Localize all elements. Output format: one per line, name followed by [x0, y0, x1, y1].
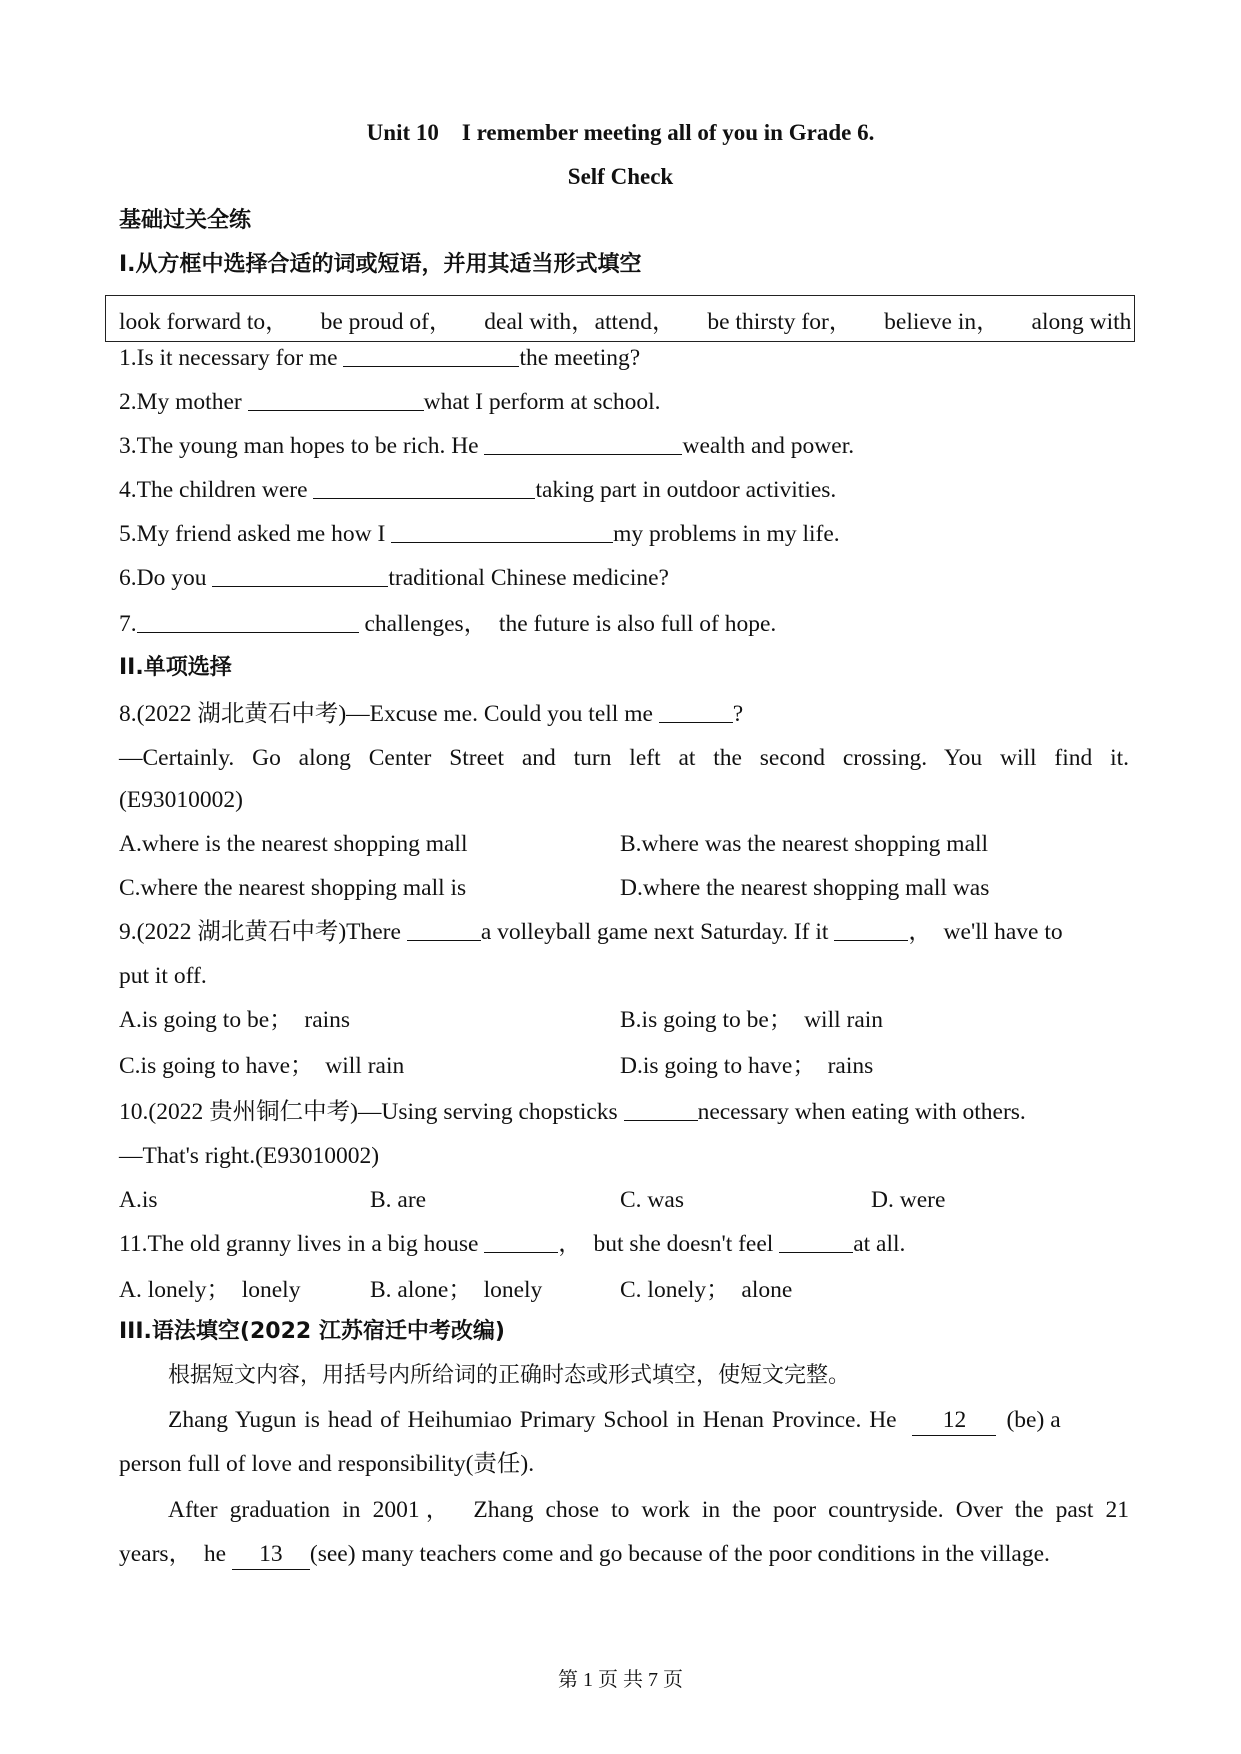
section1-heading: I.从方框中选择合适的词或短语，并用其适当形式填空: [119, 252, 642, 277]
q10-option-c[interactable]: C. was: [620, 1187, 684, 1213]
section3-heading: III.语法填空(2022 江苏宿迁中考改编): [119, 1319, 505, 1344]
answer-blank[interactable]: [212, 564, 388, 587]
q8-option-d[interactable]: D.where the nearest shopping mall was: [620, 875, 990, 901]
section2-heading: II.单项选择: [119, 655, 232, 680]
question-1: 1.Is it necessary for me the meeting?: [119, 345, 641, 371]
passage-p1-line1: Zhang Yugun is head of Heihumiao Primary School in Henan Province. He 12 (be) a: [168, 1405, 1129, 1436]
answer-blank[interactable]: [391, 520, 613, 543]
answer-blank[interactable]: [659, 700, 733, 723]
answer-blank[interactable]: [484, 1230, 558, 1253]
question-9-cont: put it off.: [119, 963, 207, 989]
passage-p1-line2: person full of love and responsibility(责任).: [119, 1451, 535, 1477]
q9-option-b[interactable]: B.is going to be； will rain: [620, 1007, 884, 1033]
answer-blank[interactable]: [407, 918, 481, 941]
passage-p2-line1: After graduation in 2001， Zhang chose to work in the poor countryside. Over the past 21: [168, 1497, 1129, 1523]
question-8: 8.(2022 湖北黄石中考)—Excuse me. Could you tell me ?: [119, 701, 744, 727]
question-9: 9.(2022 湖北黄石中考)There a volleyball game next Saturday. If it ， we'll have to: [119, 919, 1063, 945]
answer-blank[interactable]: [248, 388, 424, 411]
question-2: 2.My mother what I perform at school.: [119, 389, 661, 415]
q8-option-c[interactable]: C.where the nearest shopping mall is: [119, 875, 467, 901]
q8-option-b[interactable]: B.where was the nearest shopping mall: [620, 831, 989, 857]
word-option: be thirsty for，: [707, 309, 853, 335]
q11-option-b[interactable]: B. alone； lonely: [370, 1277, 543, 1303]
q9-option-c[interactable]: C.is going to have； will rain: [119, 1053, 405, 1079]
question-10-reply: —That's right.(E93010002): [119, 1143, 380, 1169]
word-option: along with: [1031, 309, 1132, 335]
question-4: 4.The children were taking part in outdoor activities.: [119, 477, 837, 503]
answer-blank[interactable]: [137, 610, 359, 633]
question-7: 7. challenges， the future is also full of hope.: [119, 611, 777, 637]
q11-option-a[interactable]: A. lonely； lonely: [119, 1277, 301, 1303]
answer-blank[interactable]: [484, 432, 682, 455]
q10-option-d[interactable]: D. were: [871, 1187, 946, 1213]
answer-blank[interactable]: [624, 1098, 698, 1121]
question-5: 5.My friend asked me how I my problems in my life.: [119, 521, 840, 547]
page-footer: 第 1 页 共 7 页: [558, 1669, 683, 1691]
answer-blank-13[interactable]: 13: [232, 1539, 310, 1570]
word-list: [119, 302, 1157, 336]
question-3: 3.The young man hopes to be rich. He wealth and power.: [119, 433, 855, 459]
answer-blank[interactable]: [313, 476, 535, 499]
word-option: deal with，attend，: [484, 309, 676, 335]
question-10: 10.(2022 贵州铜仁中考)—Using serving chopsticks necessary when eating with others.: [119, 1099, 1026, 1125]
passage-p2-line2: years， he 13 (see) many teachers come and go because of the poor conditions in the village.: [119, 1539, 1129, 1570]
q10-option-a[interactable]: A.is: [119, 1187, 158, 1213]
word-option: believe in，: [884, 309, 1000, 335]
question-8-code: (E93010002): [119, 787, 244, 813]
answer-blank[interactable]: [779, 1230, 853, 1253]
q9-option-a[interactable]: A.is going to be； rains: [119, 1007, 351, 1033]
word-option: be proud of，: [320, 309, 453, 335]
q8-option-a[interactable]: A.where is the nearest shopping mall: [119, 831, 468, 857]
question-11: 11.The old granny lives in a big house ， but she doesn't feel at all.: [119, 1231, 906, 1257]
answer-blank[interactable]: [343, 344, 519, 367]
q10-option-b[interactable]: B. are: [370, 1187, 427, 1213]
section3-instruction: 根据短文内容，用括号内所给词的正确时态或形式填空，使短文完整。: [168, 1363, 851, 1388]
answer-blank[interactable]: [834, 918, 908, 941]
word-option: look forward to，: [119, 309, 289, 335]
section-main-heading: 基础过关全练: [119, 208, 252, 233]
page-subtitle: Self Check: [567, 164, 674, 189]
q11-option-c[interactable]: C. lonely； alone: [620, 1277, 793, 1303]
page-title: Unit 10 I remember meeting all of you in Grade 6.: [366, 120, 875, 145]
question-6: 6.Do you traditional Chinese medicine?: [119, 565, 669, 591]
answer-blank-12[interactable]: 12: [912, 1405, 996, 1436]
q9-option-d[interactable]: D.is going to have； rains: [620, 1053, 874, 1079]
question-8-reply: —Certainly. Go along Center Street and turn left at the second crossing. You will find it.: [119, 745, 1129, 771]
word-box: [105, 295, 1135, 342]
